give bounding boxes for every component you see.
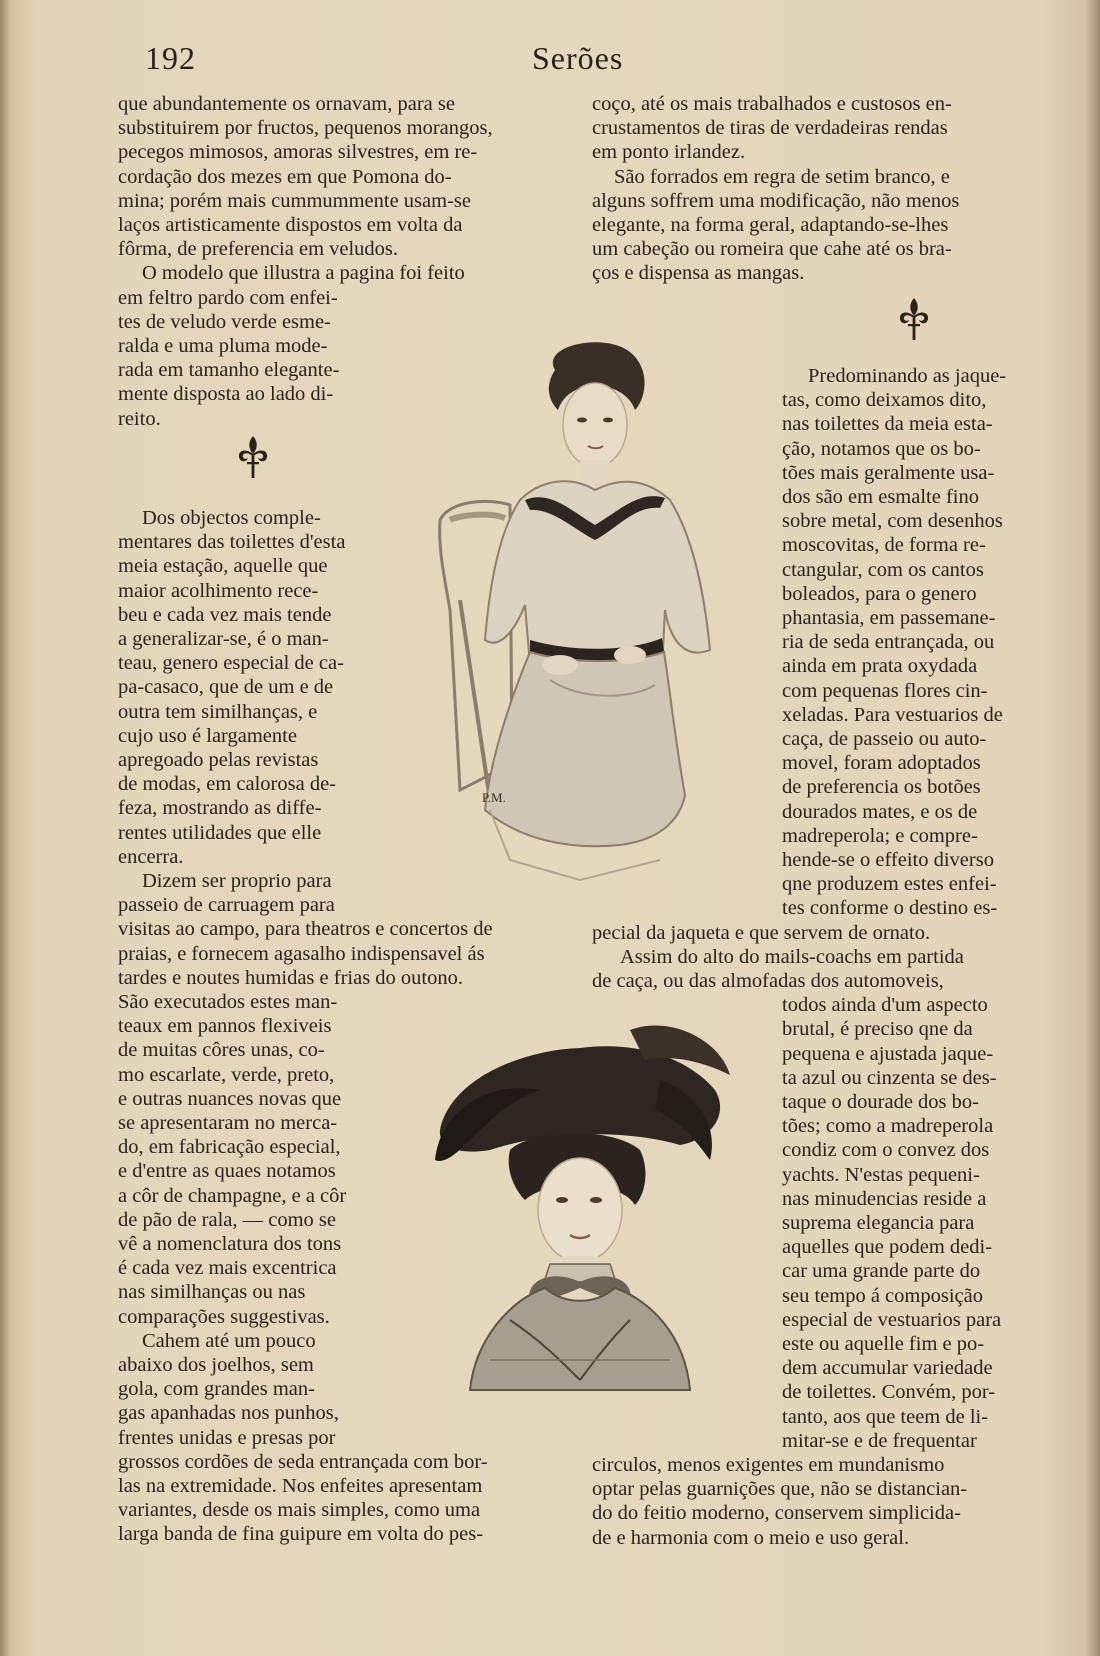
text-line: praias, e fornecem agasalho indispensavel ás — [118, 942, 485, 965]
text-line: mo escarlate, verde, preto, — [118, 1063, 335, 1086]
text-line: visitas ao campo, para theatros e concertos de — [118, 918, 493, 941]
text-line: gas apanhadas nos punhos, — [118, 1402, 339, 1425]
text-line: brutal, é preciso qne da — [782, 1018, 973, 1041]
text-line: ços e dispensa as mangas. — [592, 262, 805, 285]
text-line: de e harmonia com o meio e uso geral. — [592, 1526, 910, 1549]
text-line: meia estação, aquelle que — [118, 555, 328, 578]
text-line: pa-casaco, que de um e de — [118, 676, 334, 699]
fleuron-ornament-icon — [897, 296, 931, 342]
text-line: ralda e uma pluma mode- — [118, 335, 328, 357]
text-line: movel, foram adoptados — [782, 752, 981, 775]
text-line: pecegos mimosos, amoras silvestres, em re- — [118, 141, 478, 164]
text-line: um cabeção ou romeira que cahe até os bra- — [592, 238, 952, 261]
text-line: rada em tamanho elegante- — [118, 359, 340, 382]
text-line: e d'entre as quaes notamos — [118, 1160, 336, 1183]
text-line: dourados mates, e os de — [782, 800, 978, 823]
text-line: apregoado pelas revistas — [118, 749, 319, 771]
text-line: cujo uso é largamente — [118, 724, 297, 747]
text-line: São forrados em regra de setim branco, e — [614, 165, 950, 188]
text-line: mina; porém mais cummummente usam-se — [118, 189, 471, 212]
text-line: fôrma, de preferencia em veludos. — [118, 238, 399, 261]
text-line: substituirem por fructos, pequenos morangos, — [118, 117, 493, 140]
text-line: Dizem ser proprio para — [142, 870, 332, 892]
text-line: grossos cordões de seda entrançada com bor- — [118, 1450, 488, 1473]
text-line: circulos, menos exigentes em mundanismo — [592, 1454, 945, 1476]
text-line: feza, mostrando as diffe- — [118, 797, 322, 820]
text-line: mente disposta ao lado di- — [118, 383, 334, 406]
text-line: maior acolhimento rece- — [118, 579, 319, 602]
text-line: a côr de champagne, e a côr — [118, 1184, 347, 1207]
text-line: teau, genero especial de ca- — [118, 652, 344, 675]
text-line: encerra. — [118, 845, 184, 868]
text-line: tanto, aos que teem de li- — [782, 1405, 989, 1428]
text-line: Cahem até um pouco — [142, 1329, 316, 1352]
text-line: madreperola; e compre- — [782, 824, 978, 847]
page-number: 192 — [145, 40, 196, 76]
text-line: em feltro pardo com enfei- — [118, 286, 338, 309]
figure-signature: P.M. — [482, 790, 506, 805]
text-line: suprema elegancia para — [782, 1212, 975, 1234]
text-line: de preferencia os botões — [782, 776, 981, 799]
text-line: é cada vez mais excentrica — [118, 1257, 337, 1280]
text-line: especial de vestuarios para — [782, 1308, 1002, 1331]
text-line: ria de seda entrançada, ou — [782, 631, 995, 654]
text-line: tes de veludo verde esme- — [118, 310, 331, 333]
text-line: e outras nuances novas que — [118, 1087, 342, 1110]
text-line: do, em fabricação especial, — [118, 1136, 341, 1159]
text-line: xeladas. Para vestuarios de — [782, 703, 1003, 726]
page-shadow-right — [1086, 0, 1100, 1656]
text-line: boleados, para o genero — [782, 582, 977, 605]
text-line: outra tem similhanças, e — [118, 700, 318, 723]
text-line: dem accumular variedade — [782, 1357, 993, 1380]
text-line: frentes unidas e presas por — [118, 1426, 336, 1449]
text-line: elegante, na forma geral, adaptando-se-lhes — [592, 214, 949, 236]
text-line: rentes utilidades que elle — [118, 821, 322, 844]
text-line: optar pelas guarnições que, não se distancian- — [592, 1478, 968, 1501]
text-line: taque o dourade dos bo- — [782, 1091, 979, 1113]
text-line: tes conforme o destino es- — [782, 897, 998, 920]
text-line: comparações suggestivas. — [118, 1305, 330, 1328]
text-line: com pequenas flores cin- — [782, 679, 988, 702]
text-line: crustamentos de tiras de verdadeiras rendas — [592, 117, 948, 140]
text-line: de modas, em calorosa de- — [118, 773, 337, 796]
text-line: teaux em pannos flexiveis — [118, 1015, 332, 1038]
text-line: seu tempo á composição — [782, 1284, 983, 1307]
text-line: alguns soffrem uma modificação, não menos — [592, 189, 960, 212]
text-line: de muitas côres unas, co- — [118, 1039, 325, 1062]
illustration-seated-woman — [430, 340, 760, 920]
text-line: aquelles que podem dedi- — [782, 1236, 993, 1259]
text-line: abaixo dos joelhos, sem — [118, 1354, 314, 1376]
text-line: reito. — [118, 407, 161, 430]
text-line: nas toilettes da meia esta- — [782, 413, 993, 436]
text-line: São executados estes man- — [118, 991, 338, 1013]
text-line: gola, com grandes man- — [118, 1378, 315, 1401]
text-line: Assim do alto do mails-coachs em partida — [620, 945, 964, 968]
text-line: yachts. N'estas pequeni- — [782, 1163, 980, 1186]
text-line: passeio de carruagem para — [118, 894, 335, 917]
text-line: tardes e noutes humidas e frias do outono. — [118, 966, 464, 989]
text-line: de pão de rala, — como se — [118, 1208, 337, 1231]
text-line: car uma grande parte do — [782, 1260, 981, 1283]
text-line: ctangular, com os cantos — [782, 558, 984, 581]
text-line: nas minudencias reside a — [782, 1187, 987, 1210]
text-line: pequena e ajustada jaque- — [782, 1042, 994, 1065]
text-line: beu e cada vez mais tende — [118, 603, 332, 626]
text-line: se apresentaram no merca- — [118, 1112, 338, 1134]
text-line: a generalizar-se, é o man- — [118, 628, 329, 650]
text-line: de toilettes. Convém, por- — [782, 1381, 996, 1404]
text-line: phantasia, em passemane- — [782, 607, 996, 629]
text-line: que abundantemente os ornavam, para se — [118, 93, 455, 115]
text-line: em ponto irlandez. — [592, 141, 746, 164]
text-line: las na extremidade. Nos enfeites apresentam — [118, 1475, 483, 1497]
running-title: Serões — [532, 40, 624, 76]
text-line: tões; como a madreperola — [782, 1115, 994, 1138]
text-line: mitar-se e de frequentar — [782, 1429, 977, 1452]
text-line: sobre metal, com desenhos — [782, 510, 1003, 533]
text-line: ção, notamos que os bo- — [782, 437, 981, 460]
text-line: do do feitio moderno, conservem simplicida- — [592, 1502, 961, 1525]
text-line: de caça, ou das almofadas dos automoveis, — [592, 970, 944, 992]
text-line: larga banda de fina guipure em volta do pes- — [118, 1523, 484, 1546]
text-line: dos são em esmalte fino — [782, 486, 979, 508]
text-line: todos ainda d'um aspecto — [782, 994, 988, 1017]
text-line: caça, de passeio ou auto- — [782, 728, 987, 750]
fleuron-ornament-icon — [236, 434, 270, 480]
text-line: coço, até os mais trabalhados e custosos en- — [592, 93, 952, 115]
page-shadow-left — [0, 0, 10, 1656]
text-line: cordação dos mezes em que Pomona do- — [118, 165, 452, 188]
text-line: qne produzem estes enfei- — [782, 873, 997, 896]
text-line: vê a nomenclatura dos tons — [118, 1233, 342, 1255]
text-line: condiz com o convez dos — [782, 1139, 990, 1162]
text-line: O modelo que illustra a pagina foi feito — [142, 262, 465, 285]
illustration-woman-with-hat — [430, 1020, 750, 1400]
text-line: Predominando as jaque- — [808, 365, 1007, 387]
text-line: nas similhanças ou nas — [118, 1281, 306, 1304]
text-line: pecial da jaqueta e que servem de ornato. — [592, 921, 931, 944]
text-line: laços artisticamente dispostos em volta da — [118, 214, 463, 236]
text-line: mentares das toilettes d'esta — [118, 531, 346, 554]
text-line: tões mais geralmente usa- — [782, 461, 995, 484]
text-line: moscovitas, de forma re- — [782, 534, 986, 557]
text-line: Dos objectos comple- — [142, 507, 321, 529]
text-line: variantes, desde os mais simples, como uma — [118, 1499, 481, 1522]
text-line: hende-se o effeito diverso — [782, 849, 994, 871]
text-line: ta azul ou cinzenta se des- — [782, 1066, 997, 1089]
text-line: tas, como deixamos dito, — [782, 389, 987, 412]
text-line: este ou aquelle fim e po- — [782, 1333, 985, 1355]
text-line: ainda em prata oxydada — [782, 655, 978, 678]
